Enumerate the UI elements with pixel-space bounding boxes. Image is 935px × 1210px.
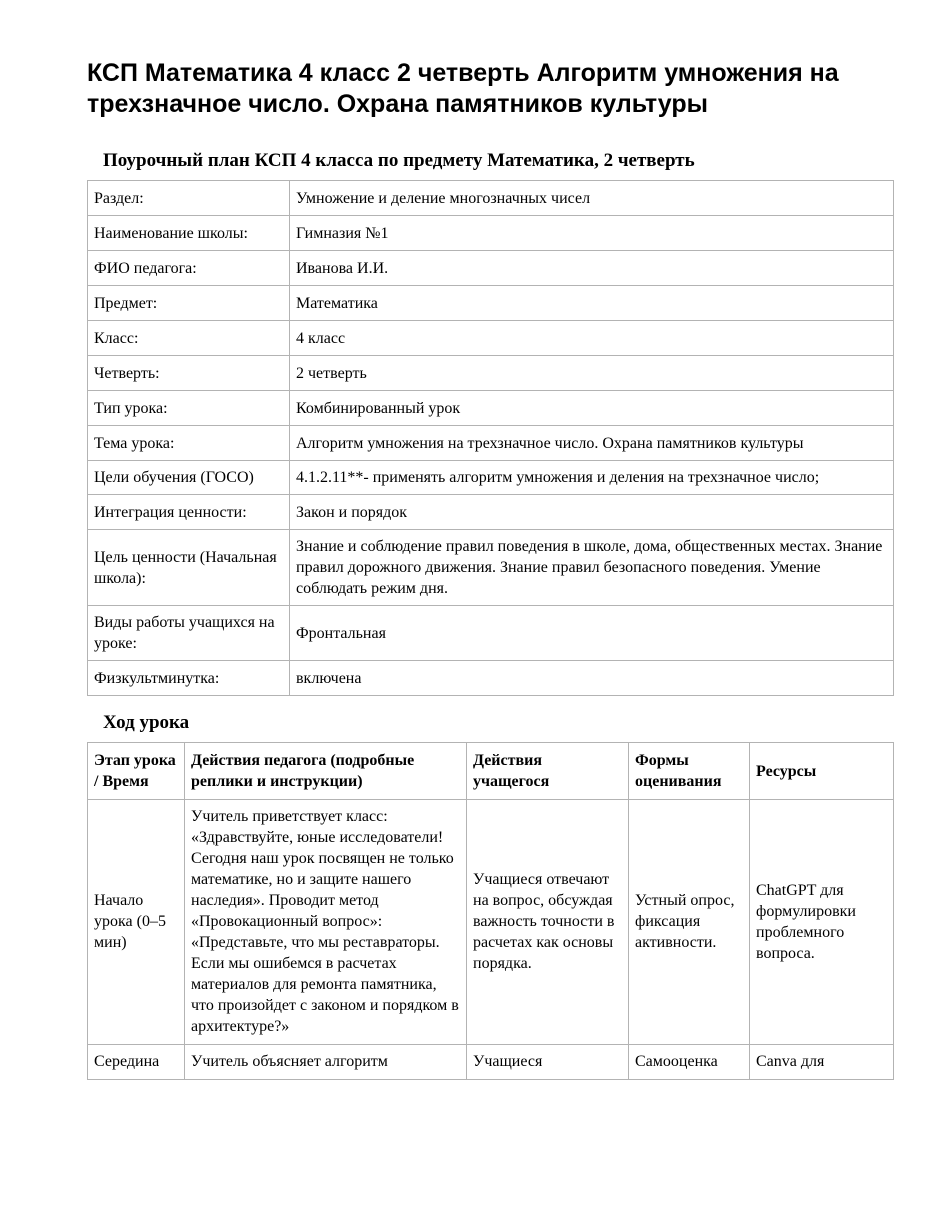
document-title: КСП Математика 4 класс 2 четверть Алгоритм умножения на трехзначное число. Охрана памятников культуры [87,59,839,118]
info-row [88,356,894,391]
info-row [88,321,894,356]
info-label: Тема урока: [88,426,290,461]
info-row [88,426,894,461]
column-header-resources: Ресурсы [750,743,894,800]
info-label: Интеграция ценности: [88,495,290,530]
info-value: 4 класс [290,321,894,356]
lesson-header-row [88,743,894,800]
lesson-row [88,800,894,1045]
plan-heading: Поурочный план КСП 4 класса по предмету Математика, 2 четверть [103,150,695,171]
info-value: включена [290,661,894,696]
info-label: Наименование школы: [88,216,290,251]
document-page [87,58,893,1080]
info-value: Знание и соблюдение правил поведения в школе, дома, общественных местах. Знание правил дорожного движения. Знание правил безопасного поведения. Умение соблюдать режим дня. [290,530,894,606]
info-label: Тип урока: [88,391,290,426]
info-row [88,661,894,696]
info-label: Класс: [88,321,290,356]
column-header-student-actions: Действия учащегося [467,743,629,800]
lesson-progress-table [87,742,894,1080]
info-row [88,216,894,251]
info-row [88,391,894,426]
lesson-heading: Ход урока [103,712,190,733]
info-value: Закон и порядок [290,495,894,530]
info-row [88,181,894,216]
info-value: Алгоритм умножения на трехзначное число. Охрана памятников культуры [290,426,894,461]
info-row [88,251,894,286]
info-label: Цель ценности (Начальная школа): [88,530,290,606]
lesson-info-table [87,180,894,696]
info-value: Иванова И.И. [290,251,894,286]
lesson-resources: ChatGPT для формулировки проблемного вопроса. [750,800,894,1045]
column-header-teacher-actions: Действия педагога (подробные реплики и инструкции) [185,743,467,800]
lesson-student-actions: Учащиеся отвечают на вопрос, обсуждая важность точности в расчетах как основы порядка. [467,800,629,1045]
info-row [88,530,894,606]
info-label: Четверть: [88,356,290,391]
lesson-assessment: Устный опрос, фиксация активности. [629,800,750,1045]
lesson-teacher-actions: Учитель объясняет алгоритм [185,1045,467,1080]
info-value: Фронтальная [290,606,894,661]
lesson-row [88,1045,894,1080]
info-value: Комбинированный урок [290,391,894,426]
info-row [88,495,894,530]
column-header-stage: Этап урока / Время [88,743,185,800]
lesson-stage: Середина [88,1045,185,1080]
lesson-stage: Начало урока (0–5 мин) [88,800,185,1045]
lesson-teacher-actions: Учитель приветствует класс: «Здравствуйте, юные исследователи! Сегодня наш урок посвящен не только математике, но и защите нашего наследия». Проводит метод «Провокационный вопрос»: «Представьте, что мы реставраторы. Если мы ошибемся в расчетах материалов для ремонта памятника, что произойдет с законом и порядком в архитектуре?» [185,800,467,1045]
info-label: ФИО педагога: [88,251,290,286]
lesson-student-actions: Учащиеся [467,1045,629,1080]
column-header-assessment: Формы оценивания [629,743,750,800]
info-row [88,286,894,321]
info-label: Предмет: [88,286,290,321]
info-label: Раздел: [88,181,290,216]
info-row [88,606,894,661]
info-row [88,461,894,495]
lesson-resources: Canva для [750,1045,894,1080]
info-value: 4.1.2.11**- применять алгоритм умножения и деления на трехзначное число; [290,461,894,495]
info-value: 2 четверть [290,356,894,391]
info-value: Математика [290,286,894,321]
lesson-assessment: Самооценка [629,1045,750,1080]
info-value: Умножение и деление многозначных чисел [290,181,894,216]
info-label: Цели обучения (ГОСО) [88,461,290,495]
info-value: Гимназия №1 [290,216,894,251]
info-label: Виды работы учащихся на уроке: [88,606,290,661]
info-label: Физкультминутка: [88,661,290,696]
